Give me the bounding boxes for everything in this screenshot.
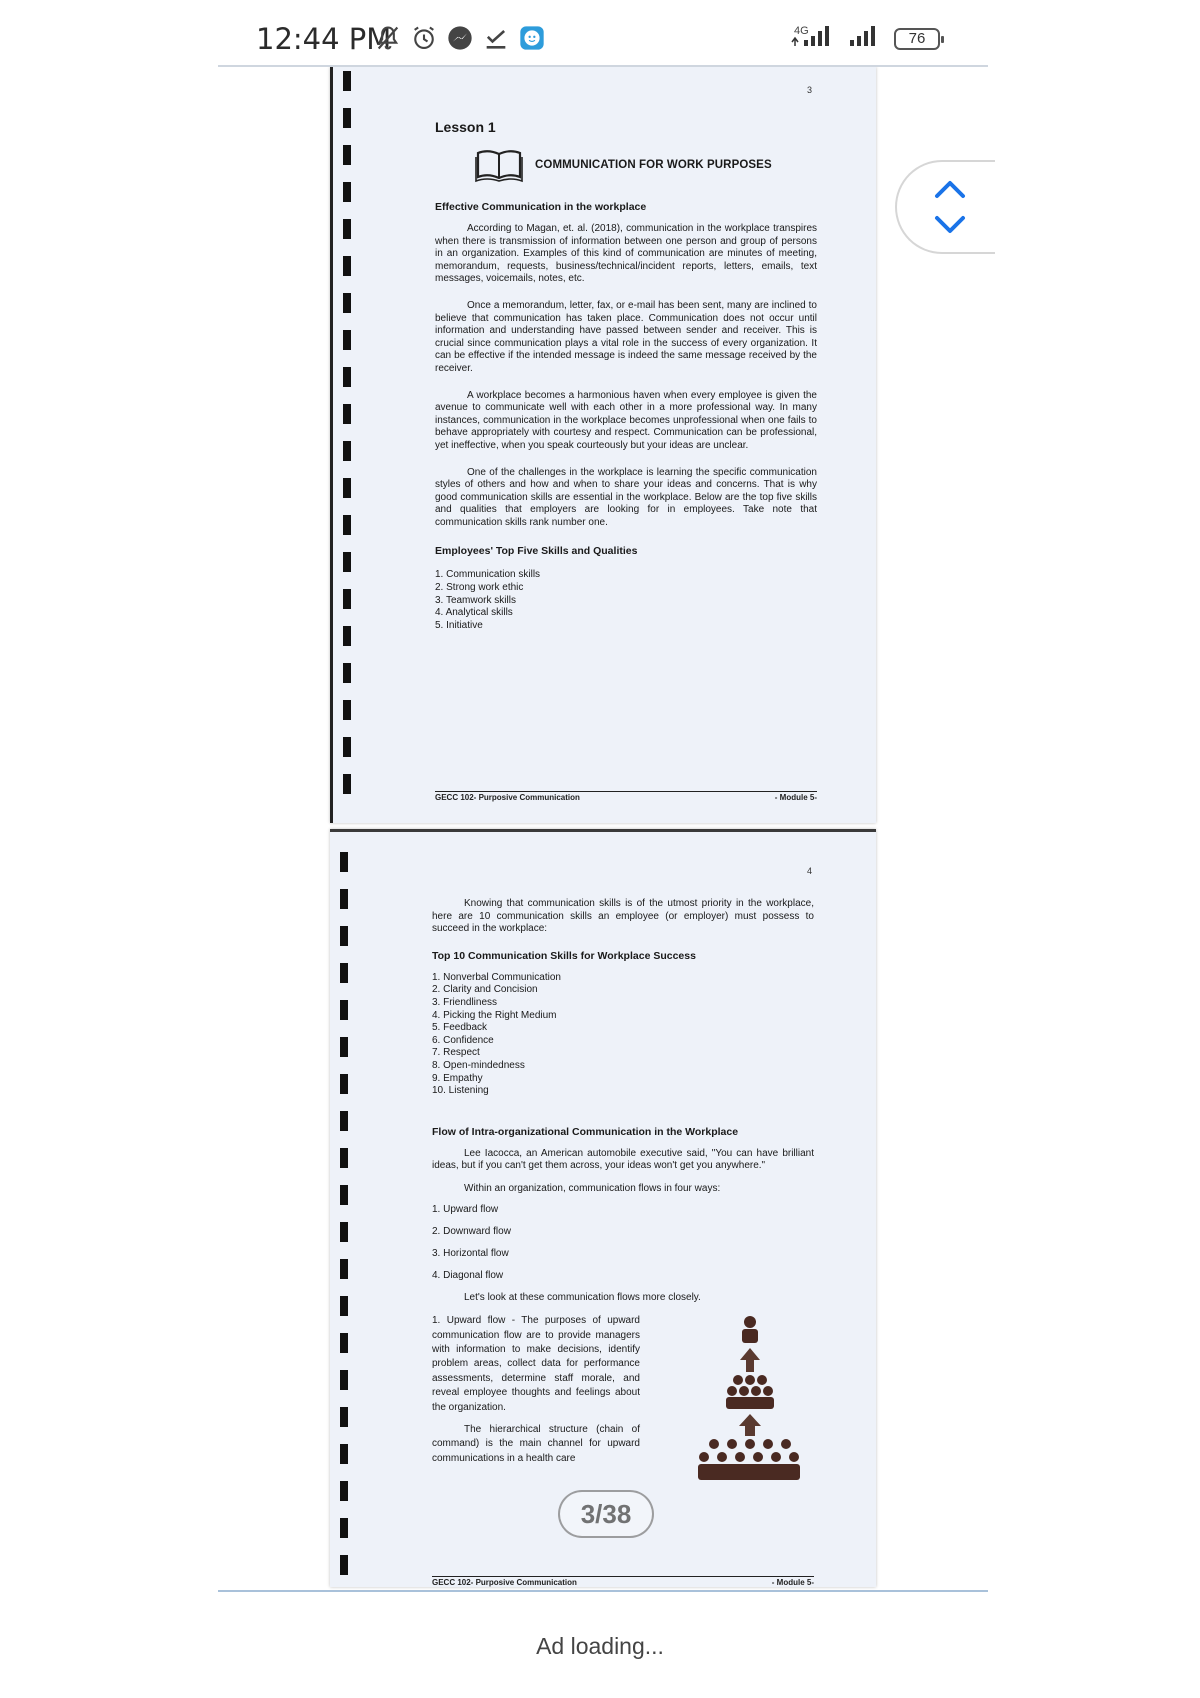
list-item: 8. Open-mindedness — [432, 1059, 525, 1071]
document-viewer[interactable] — [218, 67, 988, 1590]
paragraph: Let's look at these communication flows more closely. — [464, 1291, 701, 1303]
list-item: 2. Strong work ethic — [435, 582, 524, 594]
app-notification-icon — [518, 24, 546, 52]
section-heading: Flow of Intra-organizational Communication in the Workplace — [432, 1125, 739, 1138]
top10-list — [432, 972, 814, 1098]
bottom-divider — [218, 1590, 988, 1592]
list-item: 1. Communication skills — [435, 569, 541, 581]
page-footer — [435, 791, 817, 802]
chapter-title: COMMUNICATION FOR WORK PURPOSES — [535, 159, 772, 171]
page-content — [435, 119, 817, 632]
list-item: 10. Listening — [432, 1085, 489, 1097]
page-number: 4 — [806, 866, 812, 876]
document-page-3 — [330, 67, 876, 823]
page-nav-control — [895, 160, 995, 254]
footer-module: - Module 5- — [774, 793, 817, 802]
hierarchy-pyramid-icon — [640, 1314, 814, 1486]
status-icons-left — [374, 24, 546, 52]
list-item: 3. Horizontal flow — [432, 1247, 509, 1259]
document-page-4 — [330, 829, 876, 1587]
paragraph: The hierarchical structure (chain of command) is the main channel for upward communications in a health care — [432, 1423, 640, 1464]
list-item: 5. Feedback — [432, 1022, 488, 1034]
paragraph: One of the challenges in the workplace is learning the specific communication styles of others and how and when to share your ideas and concerns. That is why good communication skills are essential in the workplace. Below are the top five skills and qualities that employers are looking for in employees. Take note that communication skills rank number one. — [435, 466, 817, 528]
footer-course: GECC 102- Purposive Communication — [435, 793, 580, 802]
list-item: 6. Confidence — [432, 1034, 494, 1046]
paragraph: 1. Upward flow - The purposes of upward communication flow are to provide managers with information to make decisions, identify problem areas, collect data for performance assessments, determine staff morale, and reveal employee thoughts and feelings about the organization. — [432, 1315, 640, 1413]
upward-flow-section — [432, 1314, 814, 1491]
alarm-icon — [410, 24, 438, 52]
page-content — [432, 898, 814, 1491]
footer-course: GECC 102- Purposive Communication — [432, 1578, 577, 1587]
paragraph: Lee Iacocca, an American automobile executive said, "You can have brilliant ideas, but if you can't get them across, your ideas won't get you anywhere." — [432, 1147, 814, 1172]
list-item: 2. Clarity and Concision — [432, 984, 538, 996]
flow-list — [432, 1204, 814, 1281]
footer-module: - Module 5- — [771, 1578, 814, 1587]
battery-icon: 76 — [894, 28, 940, 50]
status-icons-right — [790, 22, 884, 48]
open-book-icon — [475, 147, 523, 183]
list-item: 9. Empathy — [432, 1072, 483, 1084]
list-item: 7. Respect — [432, 1047, 480, 1059]
ad-loading-text: Ad loading... — [536, 1633, 664, 1659]
paragraph: Knowing that communication skills is of the utmost priority in the workplace, here are 10 communication skills an employee (or employer) must possess to succeed in the workplace: — [432, 898, 814, 935]
list-item: 1. Upward flow — [432, 1203, 499, 1215]
chapter-header — [475, 147, 817, 183]
page-number: 3 — [806, 85, 812, 95]
spiral-binding — [343, 71, 351, 811]
status-time: 12:44 PM — [256, 22, 392, 56]
download-check-icon — [482, 24, 510, 52]
list-item: 4. Picking the Right Medium — [432, 1009, 557, 1021]
messenger-icon — [446, 24, 474, 52]
list-item: 1. Nonverbal Communication — [432, 971, 561, 983]
list-item: 3. Friendliness — [432, 996, 498, 1008]
lesson-title: Lesson 1 — [435, 119, 496, 135]
spiral-binding — [340, 852, 348, 1587]
list-item: 4. Analytical skills — [435, 607, 513, 619]
upward-flow-text — [432, 1314, 640, 1491]
upward-flow-figure — [640, 1314, 814, 1491]
section-heading: Employees' Top Five Skills and Qualities — [435, 545, 638, 558]
list-item: 3. Teamwork skills — [435, 594, 516, 606]
chevron-up-icon[interactable] — [933, 176, 967, 202]
mute-bell-icon — [374, 24, 402, 52]
signal-4g-icon — [790, 22, 838, 48]
network-type: 4G — [794, 25, 809, 37]
skills-list — [435, 569, 817, 632]
page-footer — [432, 1576, 814, 1587]
list-item: 5. Initiative — [435, 619, 483, 631]
status-bar — [0, 0, 1200, 66]
paragraph: According to Magan, et. al. (2018), communication in the workplace transpires when there is transmission of information between one person and group of persons in an organization. Examples of this kind of communication are minutes of meeting, memorandum, requests, business/technical/incident reports, letters, emails, text messages, voicemails, notes, etc. — [435, 223, 817, 285]
paragraph: Within an organization, communication flows in four ways: — [464, 1182, 721, 1194]
signal-icon — [848, 22, 884, 48]
section-heading: Top 10 Communication Skills for Workplace Success — [432, 949, 696, 962]
paragraph: Once a memorandum, letter, fax, or e-mail has been sent, many are inclined to believe that communication has taken place. Communication does not occur until information and understanding have passed between sender and receiver. This is crucial since communication plays a vital role in the success of every organization. It can be effective if the intended message is indeed the same message received by the receiver. — [435, 299, 817, 374]
list-item: 4. Diagonal flow — [432, 1269, 504, 1281]
section-heading: Effective Communication in the workplace — [435, 201, 647, 213]
list-item: 2. Downward flow — [432, 1225, 511, 1237]
page-indicator: 3/38 — [558, 1490, 654, 1538]
chevron-down-icon[interactable] — [933, 212, 967, 238]
paragraph: A workplace becomes a harmonious haven when every employee is given the avenue to communicate well with each other in a more professional way. In many instances, communication in the workplace becomes unprofessional when one fails to behave appropriately with courtesy and respect. Communication can be professional, yet ineffective, when you speak courteously but your ideas are unclear. — [435, 389, 817, 451]
